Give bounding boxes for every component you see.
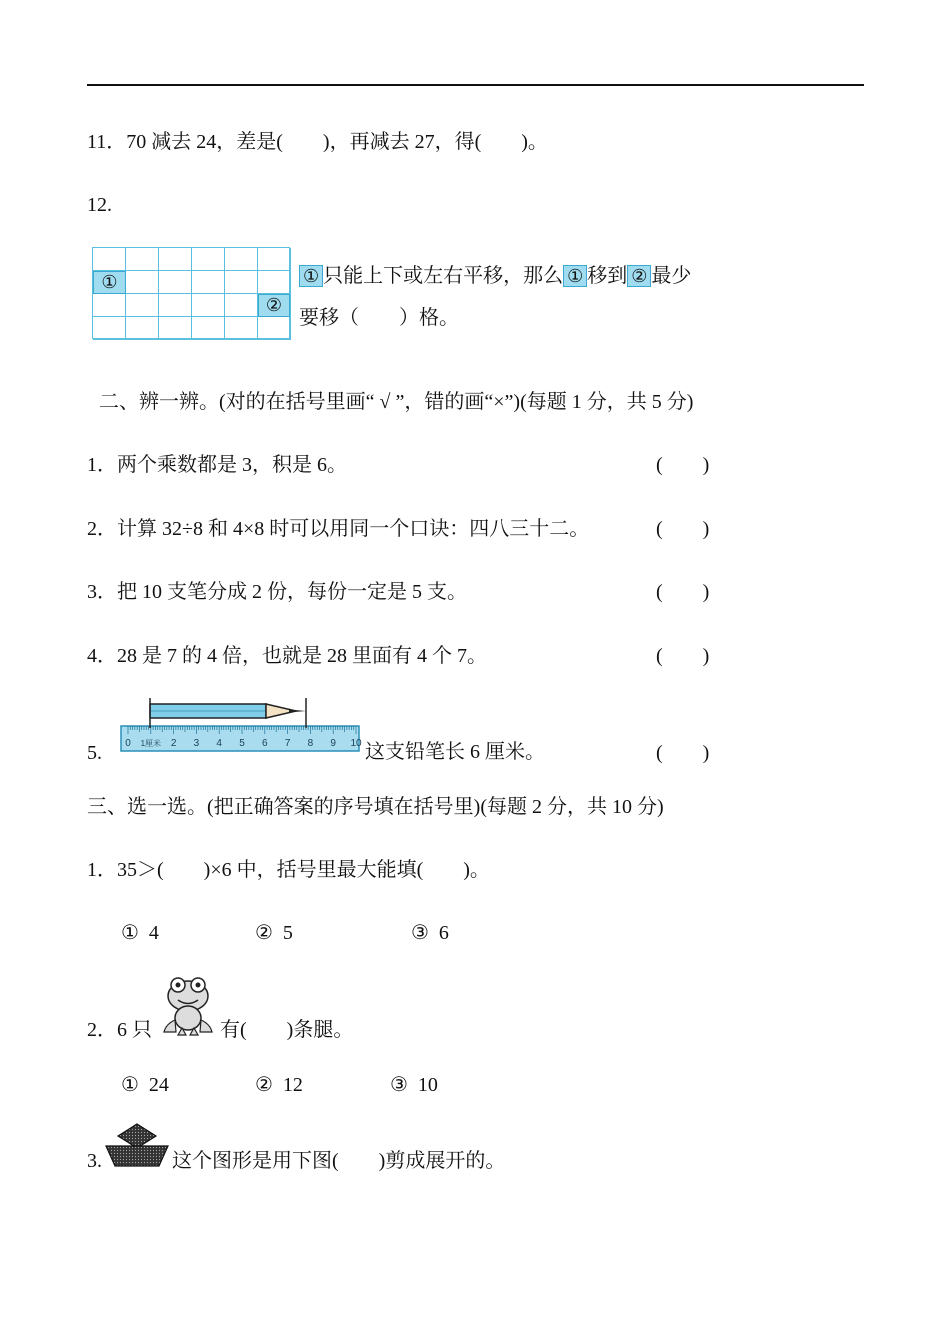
grid-cell [225,271,258,294]
ruler-label: 3 [193,738,200,749]
grid-cell [93,248,126,271]
choice-2-option-3[interactable]: ③ 10 [390,1074,438,1096]
grid-cell [93,294,126,317]
ruler-label: 4 [216,738,222,749]
grid-cell [225,294,258,317]
judge-answer-2[interactable]: ( ) [656,518,710,540]
ruler-label: 2 [170,738,177,749]
grid-cell [159,248,192,271]
question-12-number: 12. [87,194,112,216]
translation-grid [92,247,290,339]
judge-item-5-number: 5. [87,742,102,764]
grid-cell [225,317,258,340]
grid-cell [258,317,291,340]
inline-tile-1b: ① [563,265,587,287]
grid-cell [126,271,159,294]
q12-line1-c: 最少 [651,265,692,287]
section-3-title: 三、选一选。(把正确答案的序号填在括号里)(每题 2 分，共 10 分) [87,796,664,818]
grid-tile-1: ① [93,271,126,294]
grid-cell [258,271,291,294]
judge-item-4: 4．28 是 7 的 4 倍，也就是 28 里面有 4 个 7。 [87,645,487,667]
judge-answer-3[interactable]: ( ) [656,581,710,603]
top-rule [87,84,864,86]
choice-question-3-text: 这个图形是用下图( )剪成展开的。 [172,1150,506,1172]
inline-tile-2: ② [627,265,651,287]
ruler-label: 7 [284,738,291,749]
question-12-line-2: 要移（ ）格。 [299,307,459,329]
ruler-label: 5 [239,738,245,749]
choice-question-1: 1．35＞( )×6 中，括号里最大能填( )。 [87,859,490,881]
grid-cell [192,271,225,294]
pencil-icon [150,698,306,728]
grid-tile-2: ② [258,294,290,317]
ruler-label: 9 [330,738,336,749]
question-11: 11．70 减去 24，差是( )，再减去 27，得( )。 [87,131,548,153]
grid-cell [225,248,258,271]
grid-cell [192,248,225,271]
grid-cell [93,317,126,340]
choice-1-option-3[interactable]: ③ 6 [411,922,449,944]
grid-cell [126,248,159,271]
ruler-label: 10 [350,738,362,749]
ruler-label: 0 [125,738,131,749]
grid-cell [192,317,225,340]
grid-cell [126,294,159,317]
ruler-label: 6 [262,738,268,749]
section-2-title: 二、辨一辨。(对的在括号里画“ √ ”，错的画“×”)(每题 1 分，共 5 分) [99,391,694,413]
judge-item-2: 2．计算 32÷8 和 4×8 时可以用同一个口诀：四八三十二。 [87,518,590,540]
choice-question-2-prefix: 2．6 只 [87,1019,152,1041]
choice-question-3-number: 3. [87,1150,102,1172]
choice-1-option-2[interactable]: ② 5 [255,922,293,944]
grid-cell [159,271,192,294]
grid-cell [126,317,159,340]
judge-item-1: 1．两个乘数都是 3，积是 6。 [87,454,347,476]
ruler-label: 1厘米 [140,739,162,748]
ruler-label: 8 [307,738,314,749]
grid-cell [159,317,192,340]
choice-1-option-1[interactable]: ① 4 [121,922,159,944]
choice-2-option-1[interactable]: ① 24 [121,1074,169,1096]
judge-item-3: 3．把 10 支笔分成 2 份，每份一定是 5 支。 [87,581,467,603]
judge-answer-4[interactable]: ( ) [656,645,710,667]
q12-line1-a: 只能上下或左右平移，那么 [323,265,564,287]
inline-tile-1: ① [299,265,323,287]
q12-line1-b: 移到 [587,265,628,287]
choice-question-2-suffix: 有( )条腿。 [220,1019,354,1041]
choice-2-option-2[interactable]: ② 12 [255,1074,303,1096]
paper-cut-shape-icon [104,1122,170,1170]
judge-answer-1[interactable]: ( ) [656,454,710,476]
frog-icon [160,974,216,1038]
judge-answer-5[interactable]: ( ) [656,742,710,764]
grid-cell [159,294,192,317]
grid-cell [192,294,225,317]
pencil-ruler-figure [120,696,362,756]
grid-cell [258,248,291,271]
judge-item-5-text: 这支铅笔长 6 厘米。 [365,741,545,763]
question-12-line-1 [299,264,691,288]
